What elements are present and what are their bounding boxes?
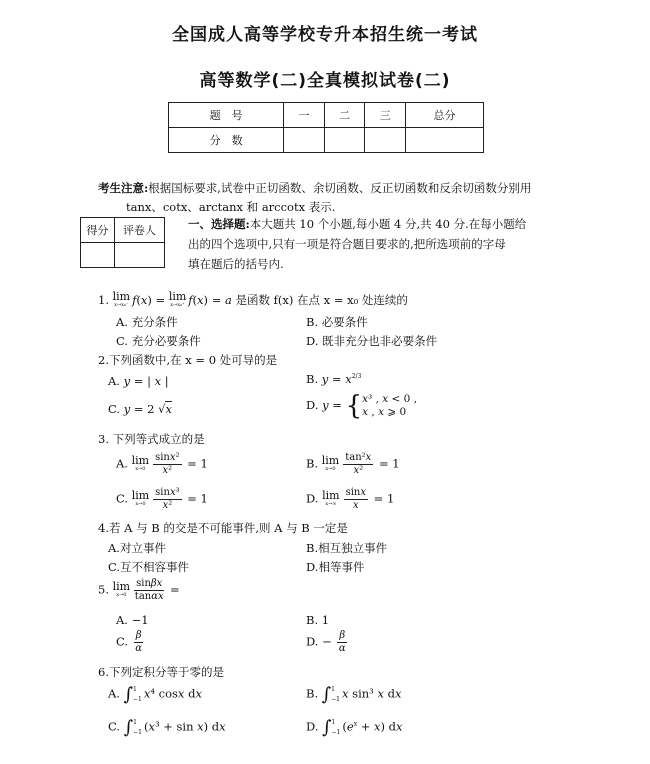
score-header-1: 一 [284,103,325,128]
score-table [168,102,484,153]
grader-cell [114,243,164,268]
q1-option-a: A. 充分条件 [116,315,178,329]
score-cell [406,128,484,153]
q1-option-c: C. 充分必要条件 [116,334,201,348]
question-3: 3. 下列等式成立的是 [98,432,205,446]
question-4: 4.若 A 与 B 的交是不可能事件,则 A 与 B 一定是 [98,521,348,535]
q6-option-c: C. ∫1 −1 (x³ + sin x) dx [108,717,226,738]
q2-option-a: A. y = | x | [108,374,169,388]
q2-option-b: B. $y = x^{2/3}$ [306,372,362,386]
exam-title: 全国成人高等学校专升本招生统一考试 [172,25,478,45]
score-header-label: 题 号 [169,103,284,128]
q3-option-a: A. lim x→0 $\frac{\text{sinx²}}{\text{x²}}$ = 1 [116,452,208,476]
question-2: 2.下列函数中,在 x = 0 处可导的是 [98,353,278,367]
section1-line3: 填在题后的括号内. [188,257,284,271]
grader-box [80,217,165,268]
section1-line2: 出的四个选项中,只有一项是符合题目要求的,把所选项前的字母 [188,237,506,251]
score-cell [324,128,365,153]
q5-option-d: D. − $\frac{\beta}{\alpha}$ [306,630,346,654]
grader-reviewer-label: 评卷人 [114,218,164,243]
q3-option-d: D. lim x→∞ $\frac{\sin x}{x}$ = 1 [306,487,395,511]
q3-option-c: C. lim x→0 $\frac{\text{sinx³}}{\text{x²}}$ = 1 [116,487,208,511]
q6-option-a: A. ∫1 −1 x⁴ cosx dx [108,684,202,705]
q4-option-a: A.对立事件 [108,541,166,555]
notice-line1: 考生注意:根据国标要求,试卷中正切函数、余切函数、反正切函数和反余切函数分别用 [98,181,532,195]
q6-option-b: B. ∫1 −1 x sin³ x dx [306,684,402,705]
grader-cell [81,243,115,268]
section1-heading: 一、选择题: [188,217,250,231]
grader-score-label: 得分 [81,218,115,243]
q6-option-d: D. ∫1 −1 $(e^x + x)$ dx [306,717,403,738]
question-5: 5. lim x→0 $\frac{\sin\beta x}{\tan\alpha x}$ = [98,578,180,602]
score-row-label: 分 数 [169,128,284,153]
q5-option-c: C. $\frac{\beta}{\alpha}$ [116,630,142,654]
score-cell [365,128,406,153]
q1-option-b: B. 必要条件 [306,315,368,329]
q4-option-c: C.互不相容事件 [108,560,190,574]
question-6: 6.下列定积分等于零的是 [98,665,224,679]
score-cell [284,128,325,153]
score-header-total: 总分 [406,103,484,128]
q1-option-d: D. 既非充分也非必要条件 [306,334,438,348]
q2-option-c: C. y = 2 √x [108,402,172,416]
score-header-2: 二 [324,103,365,128]
notice-line2: tanx、cotx、arctanx 和 arccotx 表示. [126,200,336,214]
question-1: 1. lim x→x₀⁻ f(x) = lim x→x₀⁺ f(x) = a 是函数 f(x) 在点 x = x₀ 处连续的 [98,290,408,308]
exam-subtitle: 高等数学(二)全真模拟试卷(二) [199,71,451,91]
q5-option-b: B. 1 [306,613,330,627]
q3-option-b: B. lim x→0 $\frac{\text{tan²x}}{\text{x²}}$ = 1 [306,452,400,476]
q2-option-d: D. y = {x³ , x < 0 , x , x ⩾ 0 [306,391,418,421]
q5-option-a: A. −1 [116,613,149,627]
notice-label: 考生注意: [98,181,149,195]
q4-option-b: B.相互独立事件 [306,541,388,555]
section1-line1: 一、选择题:本大题共 10 个小题,每小题 4 分,共 40 分.在每小题给 [188,217,527,231]
score-header-3: 三 [365,103,406,128]
q4-option-d: D.相等事件 [306,560,365,574]
